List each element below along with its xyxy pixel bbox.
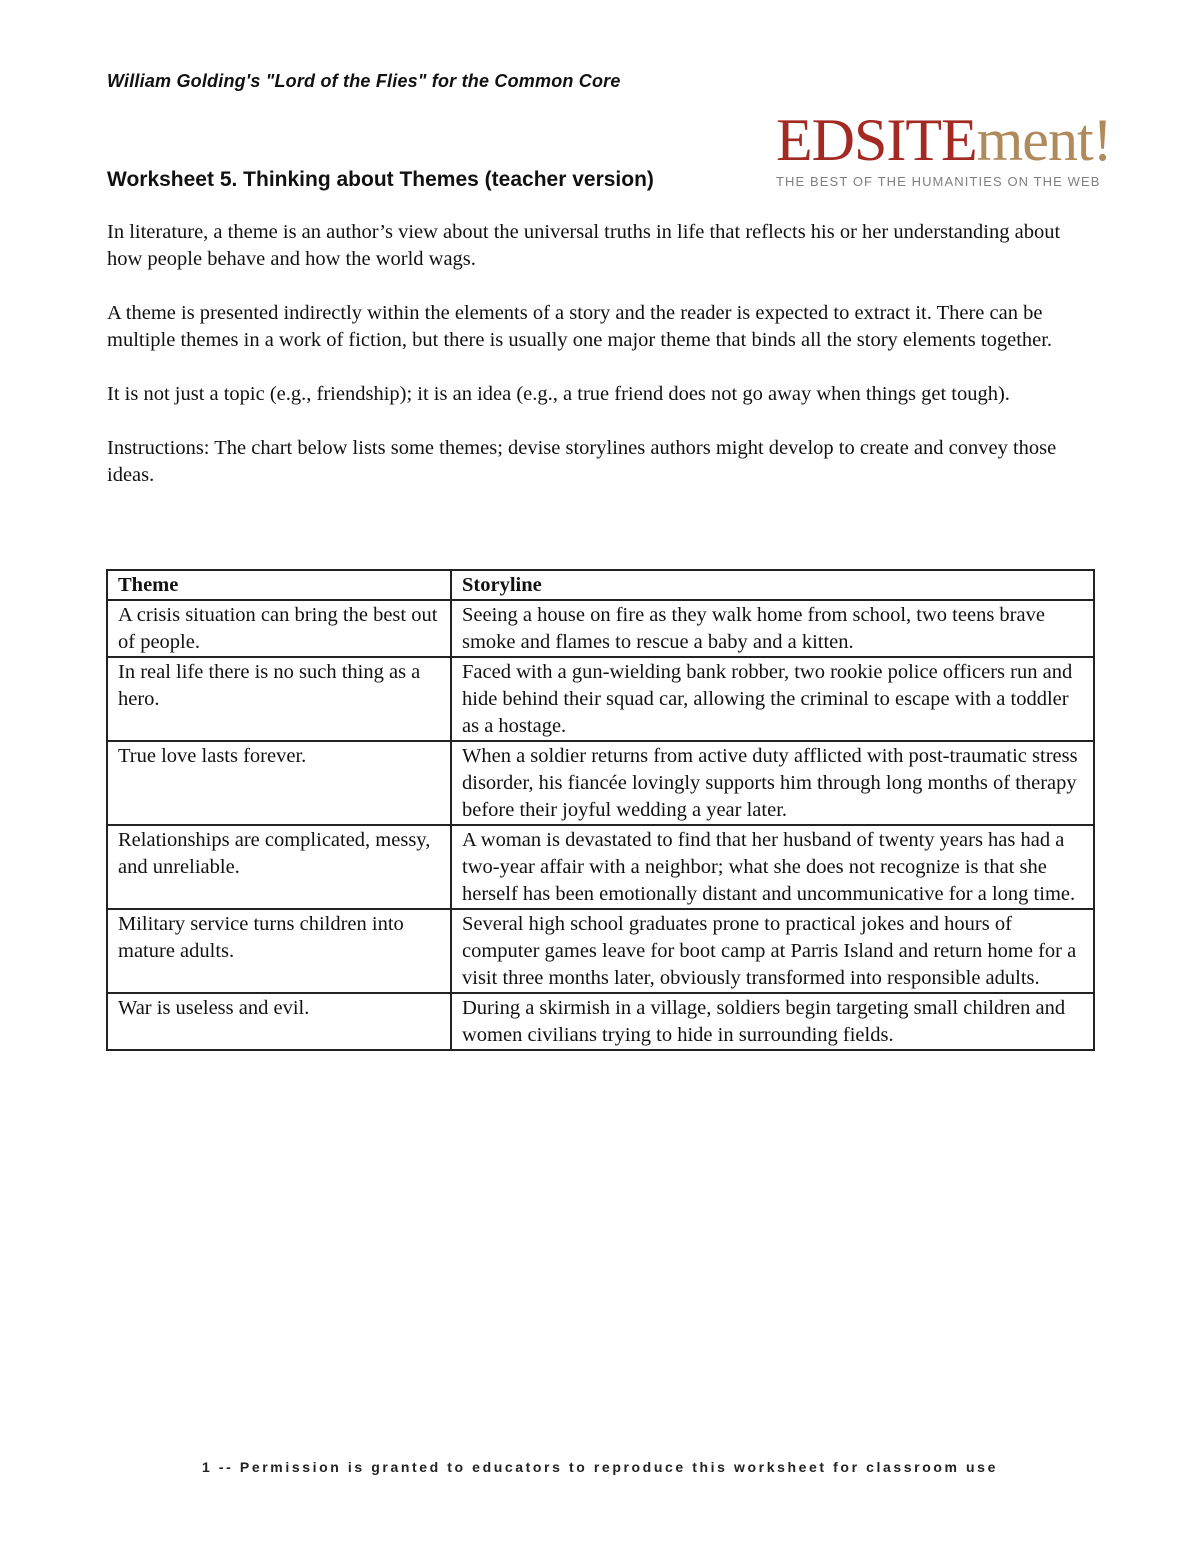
permission-footer: 1 -- Permission is granted to educators to reproduce this worksheet for classroom use [202, 1459, 998, 1475]
table-header-row [107, 570, 1094, 600]
table-row [107, 909, 1094, 993]
paragraph-topic-vs-idea: It is not just a topic (e.g., friendship); it is an idea (e.g., a true friend does not go away when things get tough). [107, 383, 1010, 405]
worksheet-title: Worksheet 5. Thinking about Themes (teacher version) [107, 168, 654, 191]
theme-cell: A crisis situation can bring the best out of people. [107, 600, 451, 657]
paragraph-presentation: A theme is presented indirectly within the elements of a story and the reader is expected to extract it. There can be multiple themes in a work of fiction, but there is usually one major theme that binds all the story elements together. [107, 302, 1053, 351]
storyline-cell: A woman is devastated to find that her husband of twenty years has had a two-year affair with a neighbor; what she does not recognize is that she herself has been emotionally distant and uncommunicative for a long time. [451, 825, 1094, 909]
storyline-cell: Seeing a house on fire as they walk home from school, two teens brave smoke and flames to rescue a baby and a kitten. [451, 600, 1094, 657]
logo-word-part2: ment! [976, 107, 1112, 173]
storyline-cell: During a skirmish in a village, soldiers begin targeting small children and women civilians trying to hide in surrounding fields. [451, 993, 1094, 1050]
theme-cell: Military service turns children into mature adults. [107, 909, 451, 993]
logo-tagline: THE BEST OF THE HUMANITIES ON THE WEB [776, 174, 1101, 189]
storyline-cell: Faced with a gun-wielding bank robber, two rookie police officers run and hide behind their squad car, allowing the criminal to escape with a toddler as a hostage. [451, 657, 1094, 741]
table-row [107, 600, 1094, 657]
theme-cell: In real life there is no such thing as a hero. [107, 657, 451, 741]
theme-column-header: Theme [107, 570, 451, 600]
theme-cell: True love lasts forever. [107, 741, 451, 825]
table-row [107, 741, 1094, 825]
theme-cell: Relationships are complicated, messy, and unreliable. [107, 825, 451, 909]
paragraph-instructions: Instructions: The chart below lists some themes; devise storylines authors might develop to create and convey those ideas. [107, 437, 1057, 486]
paragraph-definition: In literature, a theme is an author’s view about the universal truths in life that reflects his or her understanding about how people behave and how the world wags. [107, 221, 1061, 270]
table-row [107, 993, 1094, 1050]
table-row [107, 657, 1094, 741]
intro-text [107, 219, 1097, 516]
table-row [107, 825, 1094, 909]
storyline-cell: When a soldier returns from active duty afflicted with post-traumatic stress disorder, his fiancée lovingly supports him through long months of therapy before their joyful wedding a year later. [451, 741, 1094, 825]
running-header: William Golding's "Lord of the Flies" for the Common Core [107, 71, 621, 91]
storyline-cell: Several high school graduates prone to practical jokes and hours of computer games leave for boot camp at Parris Island and return home for a visit three months later, obviously transformed into responsible adults. [451, 909, 1094, 993]
logo-word-part1: EDSITE [776, 107, 977, 173]
theme-cell: War is useless and evil. [107, 993, 451, 1050]
themes-table [106, 569, 1095, 1051]
logo-wordmark [776, 107, 1112, 173]
edsitement-logo [776, 107, 1112, 189]
storyline-column-header: Storyline [451, 570, 1094, 600]
